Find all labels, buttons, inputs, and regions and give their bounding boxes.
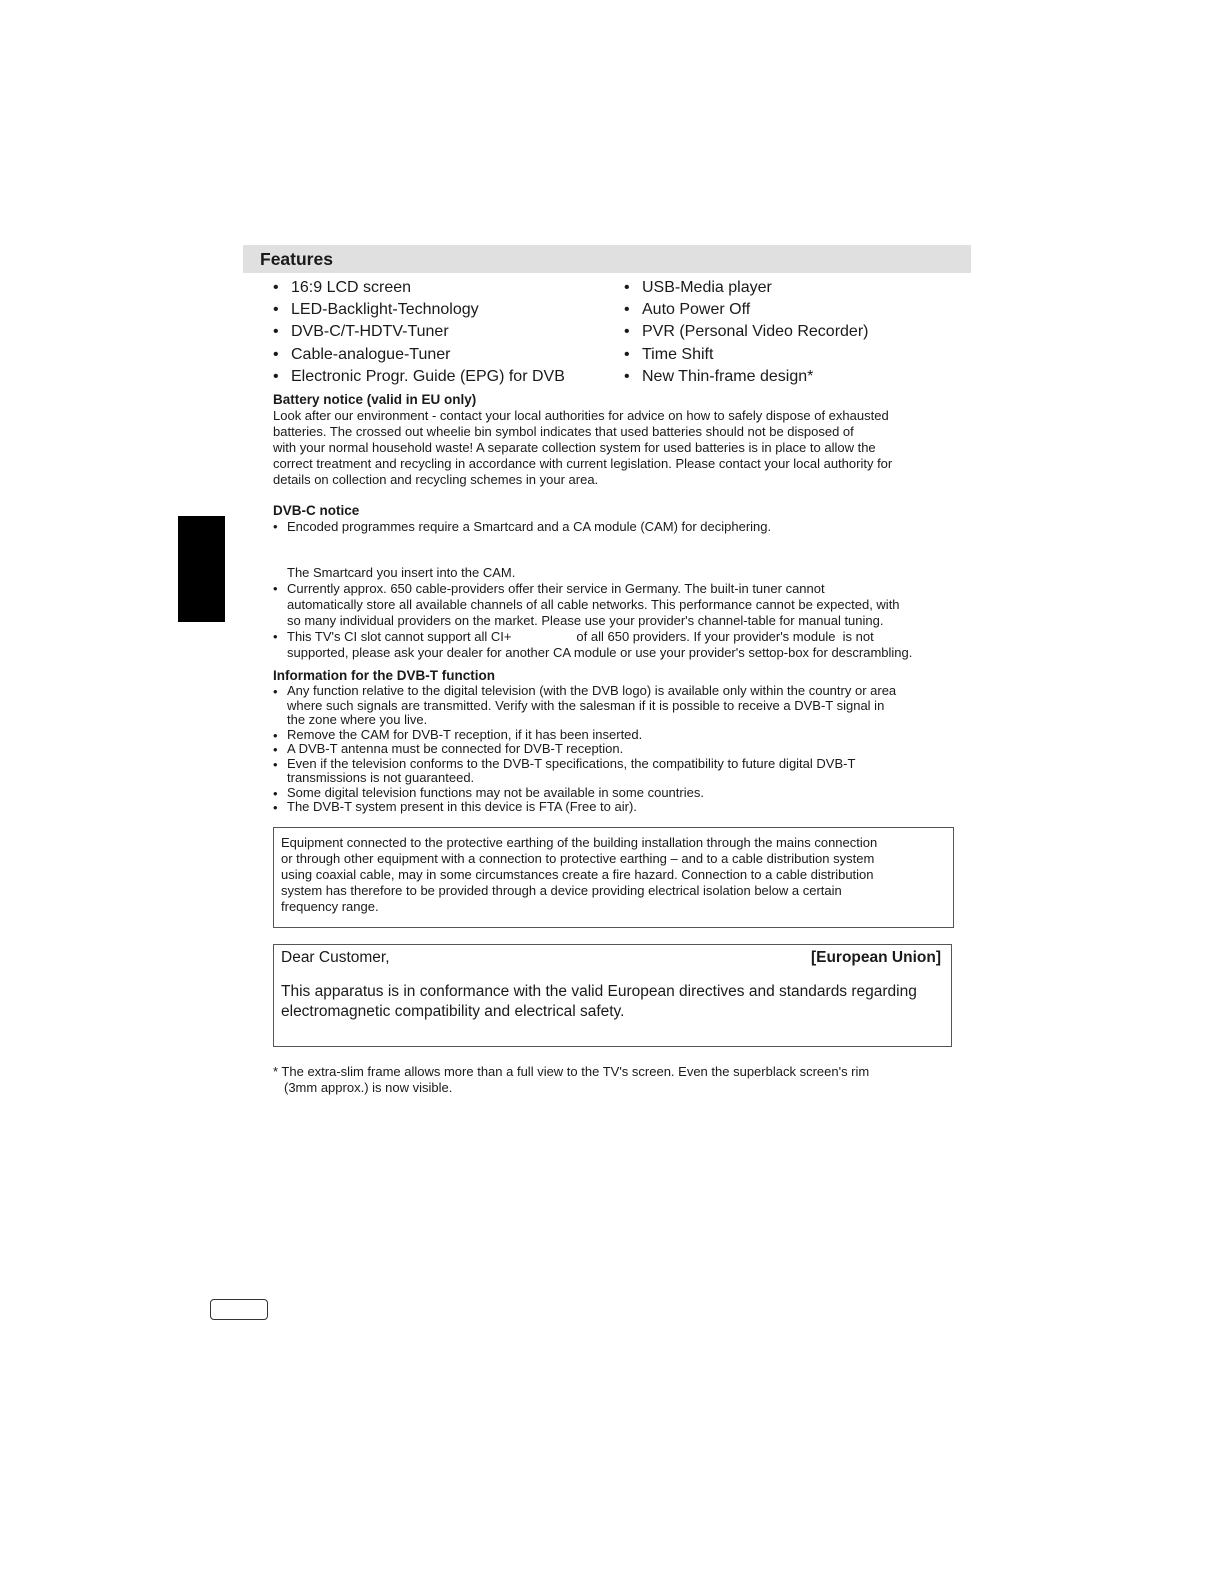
feature-item: • PVR (Personal Video Recorder) [624,321,868,343]
dvbc-item-line: supported, please ask your dealer for another CA module or use your provider's settop-box for descrambling. [287,645,913,661]
earthing-warning-box [273,827,954,928]
eu-line: electromagnetic compatibility and electrical safety. [281,1002,625,1020]
battery-line: details on collection and recycling schemes in your area. [273,472,599,488]
dvbc-item-line: • This TV's CI slot cannot support all CI+ of all 650 providers. If your provider's module is not [287,629,874,645]
dvbt-item-line: • A DVB-T antenna must be connected for DVB-T reception. [287,741,624,756]
features-title: Features [260,249,333,269]
footnote-line: (3mm approx.) is now visible. [284,1080,453,1096]
list-item [273,629,912,661]
battery-notice-title: Battery notice (valid in EU only) [273,392,477,407]
earthing-line: frequency range. [281,899,379,915]
footnote-line: * The extra-slim frame allows more than a full view to the TV's screen. Even the superblack screen's rim [273,1064,870,1079]
battery-line: with your normal household waste! A separate collection system for used batteries is in place to allow the [273,440,876,456]
feature-item: • Cable-analogue-Tuner [273,344,565,366]
dvbc-item-line: automatically store all available channels of all cable networks. This performance cannot be expected, with [287,597,900,613]
features-list-right [624,277,868,388]
eu-conformity-text [281,982,917,1021]
dvbc-item-line: • Encoded programmes require a Smartcard and a CA module (CAM) for deciphering. [287,519,772,534]
earthing-line: or through other equipment with a connection to protective earthing – and to a cable distribution system [281,851,875,867]
battery-line: correct treatment and recycling in accordance with current legislation. Please contact your local authority for [273,456,893,472]
list-item [273,684,896,728]
earthing-line: Equipment connected to the protective earthing of the building installation through the mains connection [281,835,878,850]
feature-item: • Electronic Progr. Guide (EPG) for DVB [273,366,565,388]
dvbt-item-line: • Remove the CAM for DVB-T reception, if it has been inserted. [287,726,643,742]
dvbt-item-line: • Some digital television functions may not be available in some countries. [287,784,704,800]
list-item [273,742,896,757]
feature-item: • USB-Media player [624,277,868,299]
dvbt-item-line: • The DVB-T system present in this device is FTA (Free to air). [287,799,637,814]
dvbt-item-line: • Even if the television conforms to the DVB-T specifications, the compatibility to future digital DVB-T [287,755,856,771]
feature-item: • New Thin-frame design* [624,366,868,388]
feature-item: • DVB-C/T-HDTV-Tuner [273,321,565,343]
battery-line: batteries. The crossed out wheelie bin symbol indicates that used batteries should not be disposed of [273,424,854,440]
dvbc-item-line: • Currently approx. 650 cable-providers offer their service in Germany. The built-in tuner cannot [287,581,825,596]
dvbt-list [273,684,896,815]
feature-item: • LED-Backlight-Technology [273,299,565,321]
smartcard-line: The Smartcard you insert into the CAM. [287,565,516,580]
earthing-line: using coaxial cable, may in some circumstances create a fire hazard. Connection to a cable distribution [281,867,874,883]
feature-item: • Auto Power Off [624,299,868,321]
list-item [273,581,912,629]
language-side-tab [178,516,225,622]
eu-line: This apparatus is in conformance with the valid European directives and standards regarding [281,983,917,1000]
dvbc-list-top [273,519,771,535]
dvbc-notice-title: DVB-C notice [273,503,360,518]
features-list-left [273,277,565,388]
dvbt-item-line: • Any function relative to the digital television (with the DVB logo) is available only within the country or area [287,683,897,698]
page-number-box [210,1299,268,1320]
dvbt-info-title: Information for the DVB-T function [273,668,495,683]
feature-item: • Time Shift [624,344,868,366]
features-header-bar [243,245,971,273]
dvbc-list-bottom [273,581,912,661]
battery-line: Look after our environment - contact your local authorities for advice on how to safely dispose of exhausted [273,408,889,423]
dvbt-item-line: transmissions is not guaranteed. [287,770,475,785]
list-item [273,786,896,801]
feature-item: • 16:9 LCD screen [273,277,565,299]
list-item [273,757,896,786]
battery-notice-text [273,408,973,488]
list-item [273,800,896,815]
eu-conformity-box [273,944,952,1047]
dvbc-item-line: so many individual providers on the market. Please use your provider's channel-table for manual tuning. [287,613,884,629]
dvbt-item-line: where such signals are transmitted. Verify with the salesman if it is possible to receive a DVB-T signal in [287,697,885,713]
dvbt-item-line: the zone where you live. [287,712,428,727]
list-item [273,519,771,535]
eu-region-label: [European Union] [810,949,941,966]
earthing-line: system has therefore to be provided through a device providing electrical isolation below a certain [281,883,842,899]
list-item [273,728,896,743]
eu-greeting: Dear Customer, [281,949,390,966]
footnote [273,1064,869,1096]
